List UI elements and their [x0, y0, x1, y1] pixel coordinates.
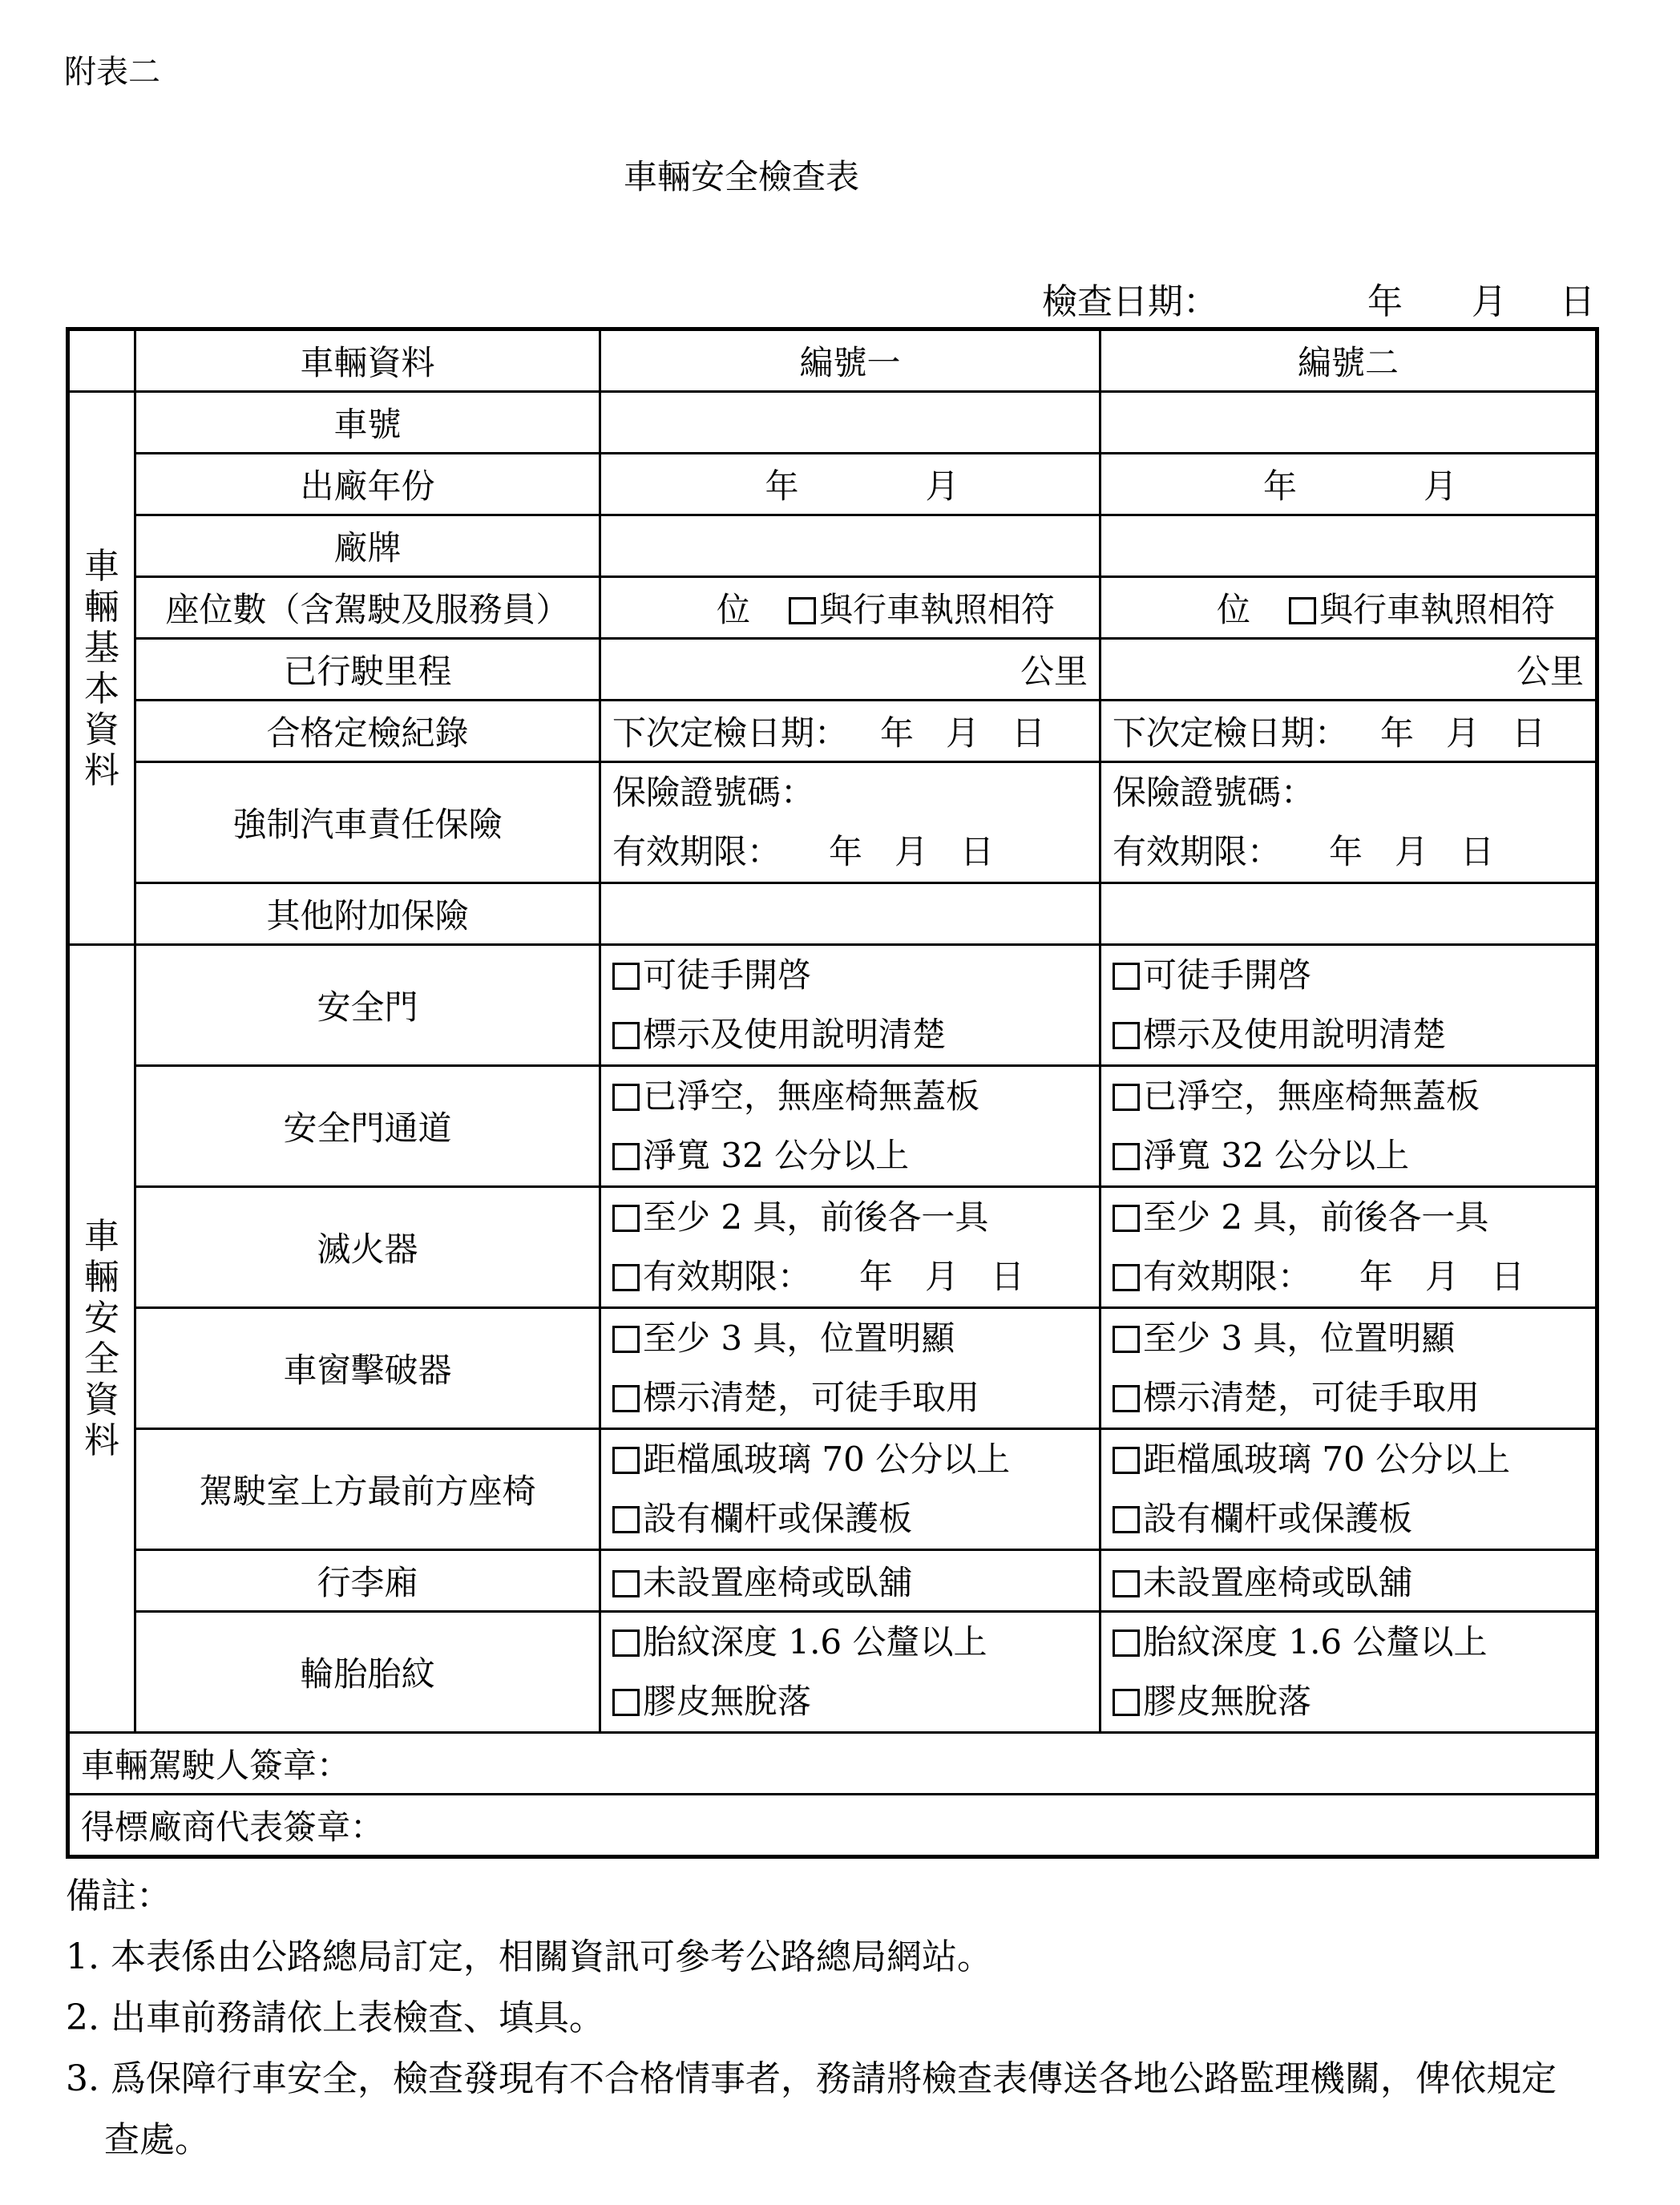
label-window-breaker: 車窗擊破器: [135, 1308, 600, 1429]
checkbox[interactable]: [1113, 1630, 1140, 1657]
luggage-checks-2: 未設置座椅或臥舖: [1100, 1550, 1597, 1612]
extinguisher-checks-2: 至少 2 具，前後各一具 有效期限： 年 月 日: [1100, 1187, 1597, 1308]
row-insurance: [68, 762, 1597, 883]
seat-match-checkbox[interactable]: [789, 597, 816, 624]
table-header-row: [68, 329, 1597, 392]
checkbox[interactable]: [612, 1630, 640, 1657]
row-manufacture-year: [68, 454, 1597, 515]
header-vehicle-info: 車輛資料: [135, 329, 600, 392]
mileage-field-2[interactable]: 公里: [1100, 639, 1597, 701]
note-item-3: 3. 爲保障行車安全，檢查發現有不合格情事者，務請將檢查表傳送各地公路監理機關，俾依規定: [66, 2058, 1557, 2099]
seats-field-1[interactable]: 位 與行車執照相符: [600, 577, 1100, 639]
date-day: 日: [1560, 281, 1595, 322]
checkbox[interactable]: [1113, 1447, 1140, 1474]
header-no-2: 編號二: [1100, 329, 1597, 392]
checkbox[interactable]: [612, 1143, 640, 1170]
date-year: 年: [1367, 281, 1403, 322]
checkbox[interactable]: [612, 1385, 640, 1412]
safety-door-checks-2: 可徒手開啓 標示及使用說明清楚: [1100, 945, 1597, 1066]
next-inspection-field-1[interactable]: 下次定檢日期： 年 月 日: [600, 701, 1100, 762]
checkbox[interactable]: [1113, 1205, 1140, 1232]
row-front-seat: [68, 1429, 1597, 1550]
checkbox[interactable]: [1113, 1689, 1140, 1716]
luggage-checks-1: 未設置座椅或臥舖: [600, 1550, 1100, 1612]
checkbox[interactable]: [1113, 1570, 1140, 1597]
row-safety-door: [68, 945, 1597, 1066]
checkbox[interactable]: [612, 1570, 640, 1597]
checkbox[interactable]: [612, 1506, 640, 1533]
checkbox[interactable]: [1113, 1326, 1140, 1353]
manufacture-year-field-2[interactable]: 年 月: [1100, 454, 1597, 515]
row-brand: [68, 515, 1597, 577]
checkbox[interactable]: [612, 1264, 640, 1291]
checkbox[interactable]: [612, 1022, 640, 1049]
notes-title: 備註：: [66, 1876, 172, 1916]
label-plate: 車號: [135, 392, 600, 454]
form-title: 車輛安全檢查表: [623, 157, 859, 196]
row-tire-tread: [68, 1612, 1597, 1733]
header-corner: [68, 329, 135, 392]
checkbox[interactable]: [1113, 963, 1140, 990]
mileage-field-1[interactable]: 公里: [600, 639, 1100, 701]
inspection-table: [66, 327, 1599, 1859]
brand-field-1[interactable]: [600, 515, 1100, 577]
front-seat-checks-1: 距檔風玻璃 70 公分以上 設有欄杆或保護板: [600, 1429, 1100, 1550]
brand-field-2[interactable]: [1100, 515, 1597, 577]
row-mileage: [68, 639, 1597, 701]
checkbox[interactable]: [1113, 1264, 1140, 1291]
note-item-2: 2. 出車前務請依上表檢查、填具。: [66, 1997, 604, 2038]
date-month: 月: [1472, 281, 1507, 322]
other-insurance-field-2[interactable]: [1100, 883, 1597, 945]
row-safety-door-aisle: [68, 1066, 1597, 1187]
annex-label: 附表二: [64, 54, 160, 91]
next-inspection-field-2[interactable]: 下次定檢日期： 年 月 日: [1100, 701, 1597, 762]
label-safety-door-aisle: 安全門通道: [135, 1066, 600, 1187]
checkbox[interactable]: [1113, 1022, 1140, 1049]
checkbox[interactable]: [612, 1689, 640, 1716]
row-other-insurance: [68, 883, 1597, 945]
row-plate: [68, 392, 1597, 454]
checkbox[interactable]: [1113, 1506, 1140, 1533]
header-no-1: 編號一: [600, 329, 1100, 392]
note-item-1: 1. 本表係由公路總局訂定，相關資訊可參考公路總局網站。: [66, 1936, 992, 1977]
front-seat-checks-2: 距檔風玻璃 70 公分以上 設有欄杆或保護板: [1100, 1429, 1597, 1550]
label-inspection: 合格定檢紀錄: [135, 701, 600, 762]
tire-checks-1: 胎紋深度 1.6 公釐以上 膠皮無脫落: [600, 1612, 1100, 1733]
label-mileage: 已行駛里程: [135, 639, 600, 701]
driver-signature-field[interactable]: 車輛駕駛人簽章：: [68, 1733, 1597, 1795]
label-extinguisher: 滅火器: [135, 1187, 600, 1308]
safety-door-checks-1: 可徒手開啓 標示及使用說明清楚: [600, 945, 1100, 1066]
seats-field-2[interactable]: 位 與行車執照相符: [1100, 577, 1597, 639]
checkbox[interactable]: [612, 963, 640, 990]
row-driver-signature: [68, 1733, 1597, 1795]
plate-field-2[interactable]: [1100, 392, 1597, 454]
checkbox[interactable]: [1113, 1385, 1140, 1412]
label-seats: 座位數（含駕駛及服務員）: [135, 577, 600, 639]
vendor-signature-field[interactable]: 得標廠商代表簽章：: [68, 1795, 1597, 1857]
label-tire-tread: 輪胎胎紋: [135, 1612, 600, 1733]
notes-section: [66, 1866, 1613, 2171]
tire-checks-2: 胎紋深度 1.6 公釐以上 膠皮無脫落: [1100, 1612, 1597, 1733]
inspection-date-line: [1042, 273, 1595, 324]
row-window-breaker: [68, 1308, 1597, 1429]
checkbox[interactable]: [612, 1326, 640, 1353]
checkbox[interactable]: [1113, 1143, 1140, 1170]
checkbox[interactable]: [612, 1084, 640, 1111]
note-item-3-continuation: 查處。: [104, 2119, 210, 2160]
safety-info-group-label: 車 輛 安 全 資 料: [68, 945, 135, 1733]
extinguisher-checks-1: 至少 2 具，前後各一具 有效期限： 年 月 日: [600, 1187, 1100, 1308]
row-inspection: [68, 701, 1597, 762]
row-vendor-signature: [68, 1795, 1597, 1857]
checkbox[interactable]: [1113, 1084, 1140, 1111]
basic-info-group-label: 車 輛 基 本 資 料: [68, 392, 135, 945]
insurance-field-1[interactable]: 保險證號碼： 有效期限： 年 月 日: [600, 762, 1100, 883]
label-safety-door: 安全門: [135, 945, 600, 1066]
plate-field-1[interactable]: [600, 392, 1100, 454]
seat-match-checkbox[interactable]: [1289, 597, 1316, 624]
checkbox[interactable]: [612, 1447, 640, 1474]
window-breaker-checks-1: 至少 3 具，位置明顯 標示清楚，可徒手取用: [600, 1308, 1100, 1429]
label-other-insurance: 其他附加保險: [135, 883, 600, 945]
inspection-date-label: 檢查日期：: [1042, 281, 1218, 322]
label-front-seat: 駕駛室上方最前方座椅: [135, 1429, 600, 1550]
manufacture-year-field-1[interactable]: 年 月: [600, 454, 1100, 515]
window-breaker-checks-2: 至少 3 具，位置明顯 標示清楚，可徒手取用: [1100, 1308, 1597, 1429]
row-luggage: [68, 1550, 1597, 1612]
label-luggage: 行李廂: [135, 1550, 600, 1612]
row-extinguisher: [68, 1187, 1597, 1308]
aisle-checks-2: 已淨空，無座椅無蓋板 淨寬 32 公分以上: [1100, 1066, 1597, 1187]
insurance-field-2[interactable]: 保險證號碼： 有效期限： 年 月 日: [1100, 762, 1597, 883]
label-manufacture-year: 出廠年份: [135, 454, 600, 515]
label-brand: 廠牌: [135, 515, 600, 577]
checkbox[interactable]: [612, 1205, 640, 1232]
other-insurance-field-1[interactable]: [600, 883, 1100, 945]
row-seats: [68, 577, 1597, 639]
aisle-checks-1: 已淨空，無座椅無蓋板 淨寬 32 公分以上: [600, 1066, 1100, 1187]
label-insurance: 強制汽車責任保險: [135, 762, 600, 883]
